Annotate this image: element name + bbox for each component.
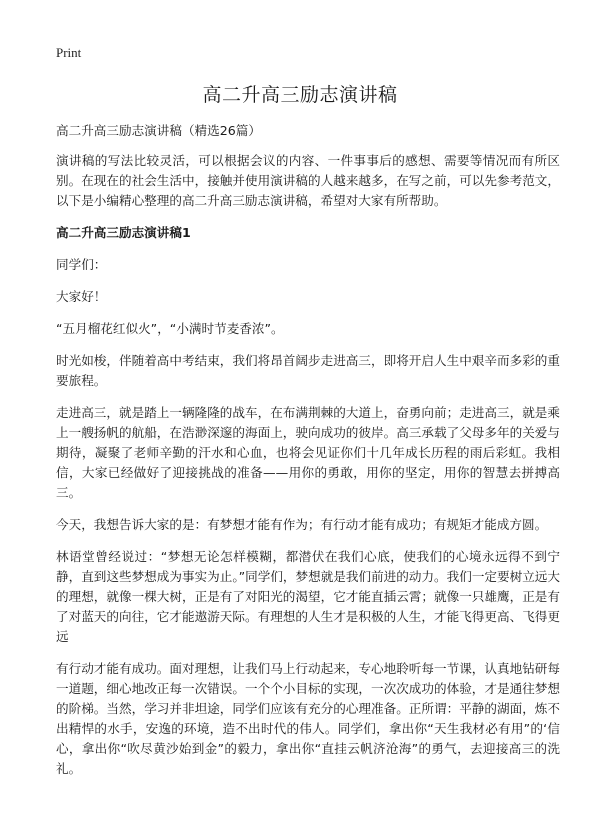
speech-paragraph: 同学们： xyxy=(56,257,107,272)
speech-paragraph: “五月榴花红似火”，“小满时节麦香浓”。 xyxy=(56,321,284,336)
speech-paragraph: 今天，我想告诉大家的是：有梦想才能有作为；有行动才能有成功；有规矩才能成方圆。 xyxy=(56,517,548,532)
document-body xyxy=(56,121,560,791)
page-title: 高二升高三励志演讲稿 xyxy=(202,84,398,106)
section-heading: 高二升高三励志演讲稿1 xyxy=(56,225,191,240)
intro-paragraph: 演讲稿的写法比较灵活，可以根据会议的内容、一件事事后的感想、需要等情况而有所区别。在现在的社会生活中，接触并使用演讲稿的人越来越多，在写之前，可以先参考范文，以下是小编精心整理的高二升高三励志演讲稿，希望对大家有所帮助。 xyxy=(56,153,560,208)
speech-paragraph: 有行动才能有成功。面对理想，让我们马上行动起来，专心地聆听每一节课，认真地钻研每一道题，细心地改正每一次错误。一个个小目标的实现，一次次成功的体验，才是通往梦想的阶梯。当然，学习并非坦途，同学们应该有充分的心理准备。正所谓：平静的湖面，炼不出精悍的水手，安逸的环境，造不出时代的伟人。同学们，拿出你“天生我材必有用”的‘信心，拿出你“吹尽黄沙始到金”的毅力，拿出你“直挂云帆济沧海”的勇气，去迎接高三的洗礼。 xyxy=(56,661,560,776)
speech-paragraph: 林语堂曾经说过：“梦想无论怎样模糊，都潜伏在我们心底，使我们的心境永远得不到宁静，直到这些梦想成为事实为止。”同学们，梦想就是我们前进的动力。我们一定要树立远大的理想，就像一棵大树，正是有了对阳光的渴望，它才能直插云霄；就像一只雄鹰，正是有了对蓝天的向往，它才能遨游天际。有理想的人生才是积极的人生，才能飞得更高、飞得更远 xyxy=(56,549,560,644)
speech-paragraph: 时光如梭，伴随着高中考结束，我们将昂首阔步走进高三，即将开启人生中艰辛而多彩的重要旅程。 xyxy=(56,353,560,388)
speech-paragraph: 走进高三，就是踏上一辆隆隆的战车，在布满荆棘的大道上，奋勇向前；走进高三，就是乘上一艘扬帆的航船，在浩渺深邃的海面上，驶向成功的彼岸。高三承载了父母多年的关爱与期待，凝聚了老师辛勤的汗水和心血，也将会见证你们十几年成长历程的雨后彩虹。我相信，大家已经做好了迎接挑战的准备——用你的勇敢，用你的坚定，用你的智慧去拼搏高三。 xyxy=(56,405,560,500)
document-subtitle: 高二升高三励志演讲稿（精选26篇） xyxy=(56,123,261,138)
speech-paragraph: 大家好！ xyxy=(56,289,107,304)
print-link[interactable]: Print xyxy=(56,45,82,60)
